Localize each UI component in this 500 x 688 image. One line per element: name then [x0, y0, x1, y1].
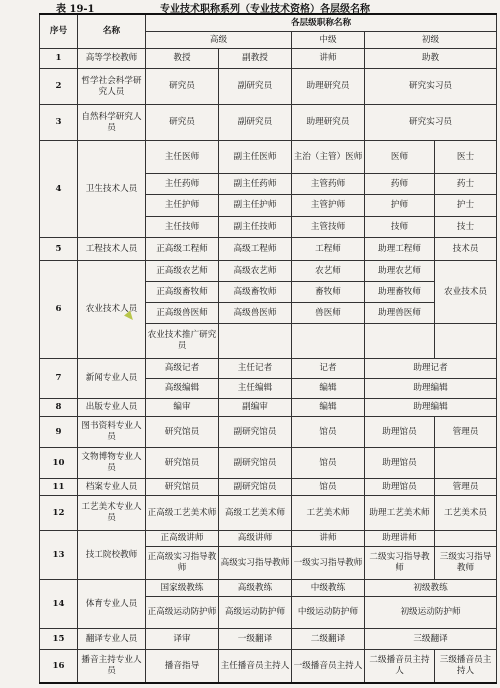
- cell-junior: 助理编辑: [365, 379, 497, 399]
- cell-middle: 主治（主管）医师: [292, 141, 365, 174]
- table-row: [40, 417, 497, 448]
- cell-senior-deputy: 高级工程师: [219, 238, 292, 261]
- cell-junior-b: 药士: [435, 174, 497, 195]
- cell-senior-deputy: 高级讲师: [219, 531, 292, 547]
- cell-junior-b: 管理员: [435, 479, 497, 496]
- table-row: [40, 105, 497, 141]
- empty-cell: [365, 324, 435, 359]
- cell-junior-a: 助理工程师: [365, 238, 435, 261]
- cell-junior-a: 护师: [365, 195, 435, 217]
- cell-senior-deputy: 高级兽医师: [219, 303, 292, 324]
- cell-senior-full: 主任药师: [146, 174, 219, 195]
- cell-middle: 馆员: [292, 417, 365, 448]
- cell-middle: 讲师: [292, 49, 365, 69]
- cell-middle: 中级运动防护师: [292, 597, 365, 629]
- row-number: 3: [40, 105, 78, 141]
- cell-senior-deputy: 主任编辑: [219, 379, 292, 399]
- header-name: 名称: [78, 14, 146, 49]
- cell-senior-deputy: 高级工艺美术师: [219, 496, 292, 531]
- cell-junior-a: 助理农艺师: [365, 261, 435, 282]
- cell-middle: 二级翻译: [292, 629, 365, 650]
- cell-junior-b: 工艺美术员: [435, 496, 497, 531]
- cell-junior: 初级运动防护师: [365, 597, 497, 629]
- cell-senior-full: 正高级工艺美术师: [146, 496, 219, 531]
- row-name: 播音主持专业人员: [78, 650, 146, 684]
- row-name: 文物博物专业人员: [78, 448, 146, 479]
- cell-senior-deputy: 主任记者: [219, 359, 292, 379]
- cell-senior-deputy: 高级教练: [219, 580, 292, 597]
- cell-senior-deputy: 副主任技师: [219, 217, 292, 238]
- row-name: 图书资料专业人员: [78, 417, 146, 448]
- cell-junior-a: 二级实习指导教师: [365, 547, 435, 580]
- header-senior: 高级: [146, 32, 292, 49]
- cell-senior-deputy: 高级运动防护师: [219, 597, 292, 629]
- table-row: [40, 629, 497, 650]
- table-row: [40, 261, 497, 282]
- table-title: 专业技术职称系列（专业技术资格）各层级名称: [160, 4, 370, 15]
- cell-senior-full: 正高级运动防护师: [146, 597, 219, 629]
- cell-junior-b: 管理员: [435, 417, 497, 448]
- row-name: 高等学校教师: [78, 49, 146, 69]
- cell-middle: 中级教练: [292, 580, 365, 597]
- cell-senior-full: 研究馆员: [146, 417, 219, 448]
- cell-junior: 助理记者: [365, 359, 497, 379]
- cell-senior-full: 主任医师: [146, 141, 219, 174]
- cell-middle: 馆员: [292, 448, 365, 479]
- row-number: 11: [40, 479, 78, 496]
- row-name: 农业技术人员: [78, 261, 146, 359]
- header-seq: 序号: [40, 14, 78, 49]
- cell-middle: 一级播音员主持人: [292, 650, 365, 684]
- cell-senior-deputy: 副研究员: [219, 69, 292, 105]
- cell-junior: 助理编辑: [365, 399, 497, 417]
- cell-junior-a: 药师: [365, 174, 435, 195]
- table-row: [40, 359, 497, 379]
- cell-junior-b: 三级播音员主持人: [435, 650, 497, 684]
- cell-senior-full: 正高级畜牧师: [146, 282, 219, 303]
- cell-senior-deputy: 高级实习指导教师: [219, 547, 292, 580]
- table-row: [40, 580, 497, 597]
- cell-junior-b: 医士: [435, 141, 497, 174]
- cell-senior-full: 研究员: [146, 69, 219, 105]
- table-row: [40, 531, 497, 547]
- cell-senior-deputy: 高级农艺师: [219, 261, 292, 282]
- row-number: 8: [40, 399, 78, 417]
- cell-senior-full: 主任技师: [146, 217, 219, 238]
- row-number: 12: [40, 496, 78, 531]
- header-junior: 初级: [365, 32, 497, 49]
- table-row: [40, 496, 497, 531]
- cell-senior-deputy: 副教授: [219, 49, 292, 69]
- table-row: [40, 650, 497, 684]
- cell-senior-deputy: 副研究馆员: [219, 417, 292, 448]
- cell-junior: 助教: [365, 49, 497, 69]
- cell-senior-full: 高级记者: [146, 359, 219, 379]
- cell-junior-a: 助理馆员: [365, 448, 435, 479]
- cell-senior-full: 正高级兽医师: [146, 303, 219, 324]
- row-number: 4: [40, 141, 78, 238]
- cell-middle: 工艺美术师: [292, 496, 365, 531]
- cell-middle: 农艺师: [292, 261, 365, 282]
- table-row: [40, 479, 497, 496]
- row-name: 哲学社会科学研究人员: [78, 69, 146, 105]
- row-number: 15: [40, 629, 78, 650]
- table-row: [40, 399, 497, 417]
- cell-senior-full: 农业技术推广研究员: [146, 324, 219, 359]
- row-number: 2: [40, 69, 78, 105]
- cell-junior: 三级翻译: [365, 629, 497, 650]
- empty-cell: [435, 448, 497, 479]
- cell-senior-deputy: 副编审: [219, 399, 292, 417]
- cell-middle: 助理研究员: [292, 105, 365, 141]
- cell-senior-full: 研究员: [146, 105, 219, 141]
- table-header-row: [40, 14, 497, 32]
- cell-junior-a: 助理讲师: [365, 531, 435, 547]
- cell-middle: 工程师: [292, 238, 365, 261]
- cell-middle: 馆员: [292, 479, 365, 496]
- cell-junior-a: 助理馆员: [365, 417, 435, 448]
- cell-senior-deputy: 副主任护师: [219, 195, 292, 217]
- empty-cell: [292, 324, 365, 359]
- cell-junior-b: 农业技术员: [435, 261, 497, 324]
- cell-junior: 研究实习员: [365, 105, 497, 141]
- row-name: 出版专业人员: [78, 399, 146, 417]
- row-name: 技工院校教师: [78, 531, 146, 580]
- cell-junior-b: 技士: [435, 217, 497, 238]
- row-name: 新闻专业人员: [78, 359, 146, 399]
- empty-cell: [435, 324, 497, 359]
- row-number: 1: [40, 49, 78, 69]
- cell-senior-deputy: 一级翻译: [219, 629, 292, 650]
- header-middle: 中级: [292, 32, 365, 49]
- cell-middle: 讲师: [292, 531, 365, 547]
- cell-senior-full: 播音指导: [146, 650, 219, 684]
- cell-senior-full: 研究馆员: [146, 479, 219, 496]
- table-row: [40, 49, 497, 69]
- row-number: 16: [40, 650, 78, 684]
- row-number: 14: [40, 580, 78, 629]
- cell-junior-b: 护士: [435, 195, 497, 217]
- row-number: 7: [40, 359, 78, 399]
- cell-junior-a: 二级播音员主持人: [365, 650, 435, 684]
- cell-junior-a: 助理兽医师: [365, 303, 435, 324]
- cell-junior-a: 技师: [365, 217, 435, 238]
- cell-senior-full: 编审: [146, 399, 219, 417]
- cell-senior-deputy: 主任播音员主持人: [219, 650, 292, 684]
- cell-senior-deputy: 高级畜牧师: [219, 282, 292, 303]
- row-number: 5: [40, 238, 78, 261]
- cell-middle: 畜牧师: [292, 282, 365, 303]
- cell-junior: 研究实习员: [365, 69, 497, 105]
- cell-junior-a: 医师: [365, 141, 435, 174]
- cell-junior-b: 三级实习指导教师: [435, 547, 497, 580]
- cell-junior-a: 助理馆员: [365, 479, 435, 496]
- cell-junior-a: 助理工艺美术师: [365, 496, 435, 531]
- row-name: 自然科学研究人员: [78, 105, 146, 141]
- cell-middle: 助理研究员: [292, 69, 365, 105]
- cell-senior-full: 正高级工程师: [146, 238, 219, 261]
- header-levels: 各层级职称名称: [146, 14, 497, 32]
- table-row: [40, 448, 497, 479]
- cell-senior-full: 国家级教练: [146, 580, 219, 597]
- cell-junior-b: 技术员: [435, 238, 497, 261]
- cell-middle: 主管护师: [292, 195, 365, 217]
- row-name: 工艺美术专业人员: [78, 496, 146, 531]
- cell-middle: 编辑: [292, 399, 365, 417]
- row-number: 6: [40, 261, 78, 359]
- cell-middle: 记者: [292, 359, 365, 379]
- cell-senior-full: 正高级实习指导教师: [146, 547, 219, 580]
- cell-middle: 主管药师: [292, 174, 365, 195]
- empty-cell: [435, 531, 497, 547]
- cell-junior-a: 助理畜牧师: [365, 282, 435, 303]
- cell-middle: 编辑: [292, 379, 365, 399]
- cell-senior-deputy: 副主任医师: [219, 141, 292, 174]
- cell-senior-full: 教授: [146, 49, 219, 69]
- row-name: 档案专业人员: [78, 479, 146, 496]
- cell-senior-deputy: 副研究馆员: [219, 448, 292, 479]
- cell-middle: 兽医师: [292, 303, 365, 324]
- cell-senior-full: 正高级讲师: [146, 531, 219, 547]
- cell-middle: 一级实习指导教师: [292, 547, 365, 580]
- row-name: 工程技术人员: [78, 238, 146, 261]
- row-name: 体育专业人员: [78, 580, 146, 629]
- cell-senior-full: 译审: [146, 629, 219, 650]
- table-row: [40, 69, 497, 105]
- cell-senior-full: 高级编辑: [146, 379, 219, 399]
- row-number: 10: [40, 448, 78, 479]
- row-number: 13: [40, 531, 78, 580]
- cell-junior: 初级教练: [365, 580, 497, 597]
- cell-senior-full: 主任护师: [146, 195, 219, 217]
- row-number: 9: [40, 417, 78, 448]
- cell-senior-deputy: 副研究馆员: [219, 479, 292, 496]
- empty-cell: [219, 324, 292, 359]
- cell-senior-deputy: 副主任药师: [219, 174, 292, 195]
- table-caption: [0, 0, 500, 15]
- cell-senior-deputy: 副研究员: [219, 105, 292, 141]
- cell-middle: 主管技师: [292, 217, 365, 238]
- cell-senior-full: 研究馆员: [146, 448, 219, 479]
- table-number: 表 19-1: [56, 4, 95, 15]
- table-row: [40, 141, 497, 174]
- table-row: [40, 238, 497, 261]
- row-name: 翻译专业人员: [78, 629, 146, 650]
- cell-senior-full: 正高级农艺师: [146, 261, 219, 282]
- row-name: 卫生技术人员: [78, 141, 146, 238]
- title-levels-table: [39, 13, 497, 684]
